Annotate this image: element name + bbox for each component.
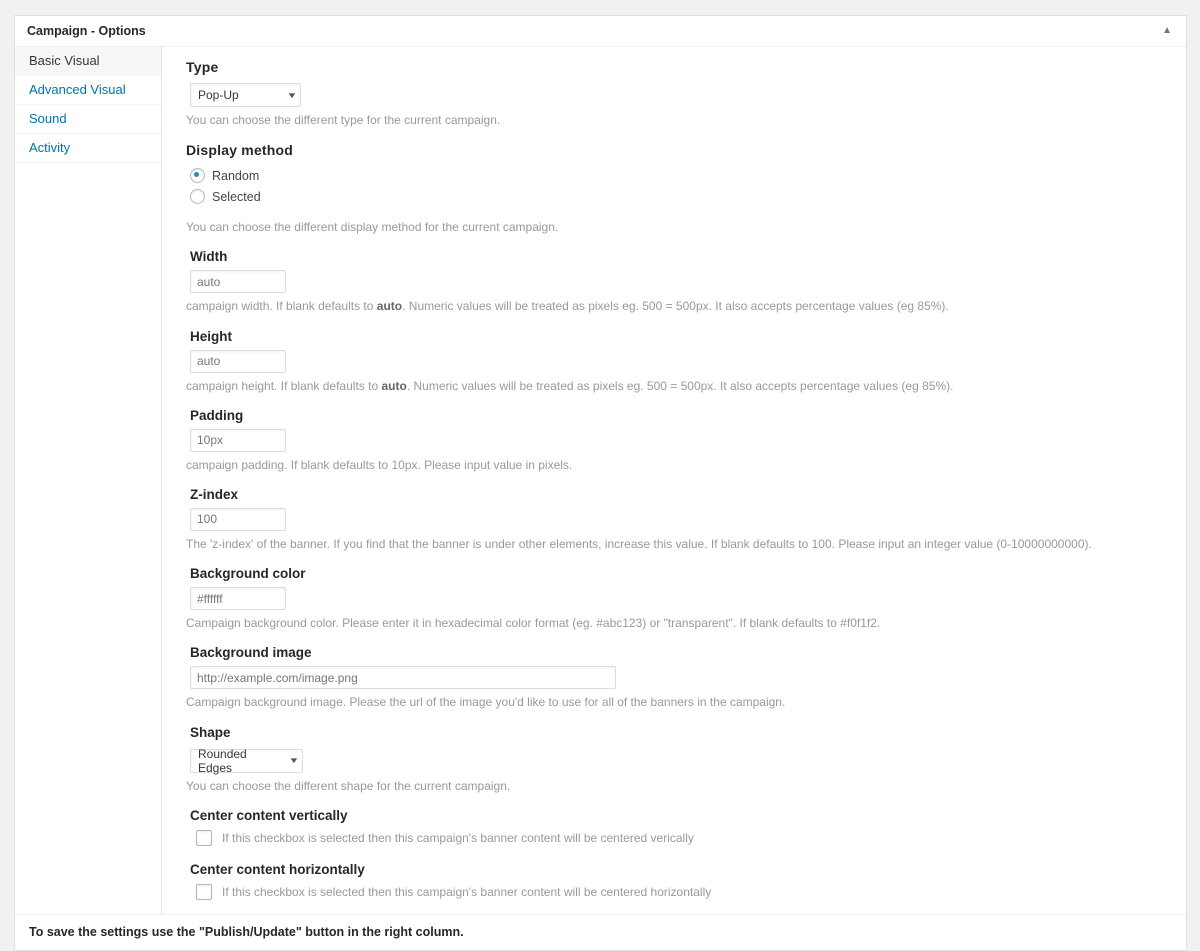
center-horizontal-label: If this checkbox is selected then this campaign's banner content will be centered horizontally xyxy=(222,884,712,899)
checkbox-center-horizontal-icon[interactable] xyxy=(196,884,212,900)
zindex-description: The 'z-index' of the banner. If you find that the banner is under other elements, increase this value. If blank defaults to 100. Please input an integer value (0-10000000000). xyxy=(186,536,1092,551)
sidebar-item-basic-visual[interactable] xyxy=(15,47,161,76)
radio-random-icon[interactable] xyxy=(190,168,205,183)
type-field xyxy=(190,83,1168,107)
content-bottom-spacer xyxy=(186,900,1168,904)
background-color-field xyxy=(190,587,1168,610)
sidebar-item-label: Sound xyxy=(29,111,67,126)
zindex-field xyxy=(190,508,1168,531)
sidebar-item-label: Basic Visual xyxy=(29,53,100,68)
height-input[interactable] xyxy=(190,350,286,373)
shape-select-value: Rounded Edges xyxy=(198,746,247,775)
type-select-value: Pop-Up xyxy=(198,88,239,102)
checkbox-center-vertical-icon[interactable] xyxy=(196,830,212,846)
shape-select[interactable] xyxy=(190,746,303,775)
options-sidebar xyxy=(15,47,162,914)
display-method-random-row[interactable] xyxy=(190,166,1168,185)
width-input[interactable] xyxy=(190,270,286,293)
shape-field xyxy=(190,746,1168,773)
width-field xyxy=(190,270,1168,293)
zindex-input[interactable] xyxy=(190,508,286,531)
center-horizontal-heading: Center content horizontally xyxy=(190,861,365,877)
width-description-bold: auto xyxy=(376,299,403,314)
panel-body xyxy=(15,47,1186,914)
height-description-post: . Numeric values will be treated as pixels eg. 500 = 500px. It also accepts percentage values (eg 85%). xyxy=(406,378,954,393)
height-heading: Height xyxy=(190,328,232,344)
center-vertical-heading: Center content vertically xyxy=(190,807,348,823)
center-vertical-row[interactable] xyxy=(196,830,1168,846)
padding-input[interactable] xyxy=(190,429,286,452)
sidebar-item-advanced-visual[interactable] xyxy=(15,76,161,105)
options-content xyxy=(162,47,1186,914)
chevron-up-icon[interactable]: ▲ xyxy=(1162,25,1172,36)
height-field xyxy=(190,350,1168,373)
width-description-pre: campaign width. If blank defaults to xyxy=(186,299,377,314)
type-select-wrap xyxy=(190,83,301,107)
width-description-post: . Numeric values will be treated as pixels eg. 500 = 500px. It also accepts percentage values (eg 85%). xyxy=(402,299,949,314)
padding-field xyxy=(190,429,1168,452)
type-heading: Type xyxy=(186,59,219,75)
chevron-down-icon: ▼ xyxy=(286,90,298,100)
background-color-heading: Background color xyxy=(190,566,306,582)
display-method-heading: Display method xyxy=(186,142,294,159)
panel-footer: To save the settings use the "Publish/Update" button in the right column. xyxy=(15,914,1186,950)
radio-selected-icon[interactable] xyxy=(190,189,205,204)
center-horizontal-row[interactable] xyxy=(196,884,1168,900)
width-description xyxy=(186,298,1168,314)
radio-random-label: Random xyxy=(212,168,260,183)
background-image-field xyxy=(190,666,1168,689)
radio-selected-label: Selected xyxy=(212,189,261,204)
sidebar-item-activity[interactable] xyxy=(15,134,161,163)
panel-header xyxy=(15,16,1186,47)
padding-description: campaign padding. If blank defaults to 10px. Please input value in pixels. xyxy=(186,457,573,472)
shape-description: You can choose the different shape for the current campaign. xyxy=(186,778,511,793)
height-description-pre: campaign height. If blank defaults to xyxy=(186,378,382,393)
background-color-input[interactable] xyxy=(190,587,286,610)
type-select[interactable] xyxy=(190,83,301,107)
campaign-options-panel xyxy=(14,15,1187,951)
center-vertical-label: If this checkbox is selected then this campaign's banner content will be centered verically xyxy=(222,830,694,845)
width-heading: Width xyxy=(190,249,228,265)
height-description-bold: auto xyxy=(381,378,407,393)
shape-heading: Shape xyxy=(190,724,231,740)
background-image-input[interactable] xyxy=(190,666,616,689)
background-image-heading: Background image xyxy=(190,645,312,661)
display-method-selected-row[interactable] xyxy=(190,187,1168,206)
height-description xyxy=(186,378,1168,394)
background-image-description: Campaign background image. Please the url of the image you'd like to use for all of the banners in the campaign. xyxy=(186,695,786,710)
sidebar-item-sound[interactable] xyxy=(15,105,161,134)
background-color-description: Campaign background color. Please enter it in hexadecimal color format (eg. #abc123) or "transparent". If blank defaults to #f0f1f2. xyxy=(186,616,881,631)
type-description: You can choose the different type for the current campaign. xyxy=(186,113,501,127)
sidebar-item-label: Activity xyxy=(29,140,71,155)
chevron-down-icon: ▼ xyxy=(288,756,300,765)
zindex-heading: Z-index xyxy=(190,486,239,502)
sidebar-item-label: Advanced Visual xyxy=(29,82,126,97)
panel-title: Campaign - Options xyxy=(27,24,146,38)
padding-heading: Padding xyxy=(190,407,244,423)
display-method-description: You can choose the different display method for the current campaign. xyxy=(186,220,559,235)
